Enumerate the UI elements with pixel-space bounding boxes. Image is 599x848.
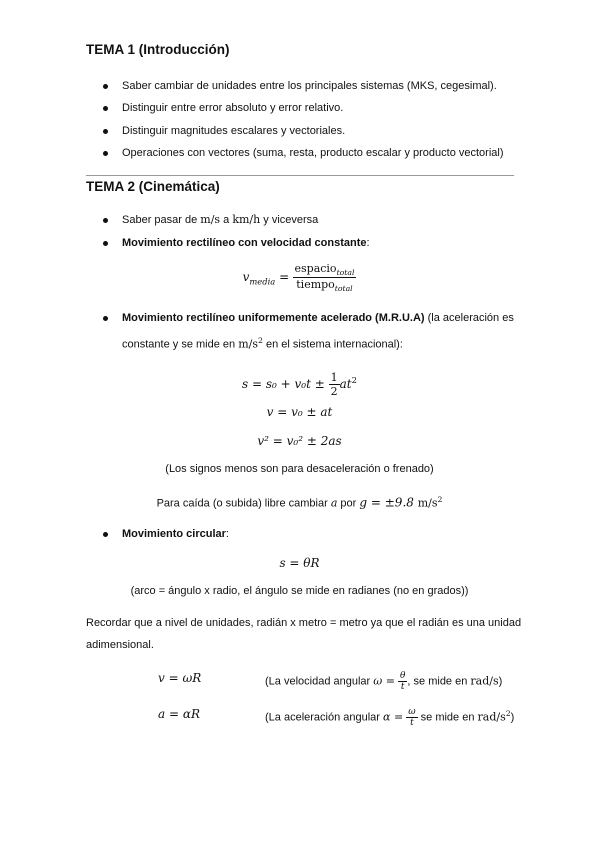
list-item-text: Operaciones con vectores (suma, resta, producto escalar y producto vectorial) bbox=[122, 147, 504, 159]
bullet-icon bbox=[103, 241, 108, 246]
list-item-text: Saber cambiar de unidades entre los principales sistemas (MKS, cegesimal). bbox=[122, 80, 497, 92]
tema1-title: TEMA 1 (Introducción) bbox=[86, 42, 230, 57]
note-caida-libre: Para caída (o subida) libre cambiar a por g = ±9.8 $m/s^2$ bbox=[156, 495, 443, 510]
tema2-title: TEMA 2 (Cinemática) bbox=[86, 179, 220, 194]
formula-velocity: v = v₀ ± at bbox=[266, 405, 333, 419]
section-divider bbox=[86, 175, 514, 176]
bullet-icon bbox=[103, 151, 108, 156]
list-item-text: Movimiento circular: bbox=[122, 528, 229, 540]
list-item-text: Saber pasar de m/s a km/h y viceversa bbox=[122, 213, 319, 226]
note-arco: (arco = ángulo x radio, el ángulo se mide en radianes (no en grados)) bbox=[130, 585, 469, 597]
list-item-text: Movimiento rectilíneo con velocidad constante: bbox=[122, 237, 370, 249]
paragraph-line: Recordar que a nivel de unidades, radián x metro = metro ya que el radián es una unidad bbox=[86, 617, 522, 629]
note-signos: (Los signos menos son para desaceleración o frenado) bbox=[165, 463, 434, 475]
bullet-icon bbox=[103, 532, 108, 537]
bullet-icon bbox=[103, 129, 108, 134]
bullet-icon bbox=[103, 316, 108, 321]
list-item-text: Movimiento rectilíneo uniformemente acelerado (M.R.U.A) (la aceleración es bbox=[122, 312, 514, 324]
formula-angular-acceleration: a = αR bbox=[158, 707, 200, 721]
note-angular-velocity: (La velocidad angular ω = $\frac{\theta}{t}$ , se mide en rad/s) bbox=[265, 671, 503, 692]
bullet-icon bbox=[103, 84, 108, 89]
list-item-text: Distinguir entre error absoluto y error relativo. bbox=[122, 102, 344, 114]
list-item-text: Distinguir magnitudes escalares y vectoriales. bbox=[122, 125, 346, 137]
formula-position: s = s₀ + v₀t ± $\frac{1}{2}$ $at^2$ bbox=[242, 371, 357, 398]
bullet-icon bbox=[103, 106, 108, 111]
list-item-continuation: constante y se mide en $m/s^2$ en el sistema internacional): bbox=[122, 336, 403, 351]
formula-arc: s = θR bbox=[279, 556, 320, 570]
formula-vmedia: $v_{media}$ = $\frac{espacio_{total}}{tiempo_{total}}$ bbox=[242, 262, 355, 294]
formula-velocity-squared: v² = v₀² ± 2as bbox=[257, 434, 342, 448]
bullet-icon bbox=[103, 218, 108, 223]
paragraph-line: adimensional. bbox=[86, 639, 154, 651]
note-angular-acceleration: (La aceleración angular α = $\frac{\omega}{t}$ se mide en rad/$s^2$) bbox=[265, 707, 515, 729]
formula-angular-velocity: v = ωR bbox=[158, 671, 202, 685]
